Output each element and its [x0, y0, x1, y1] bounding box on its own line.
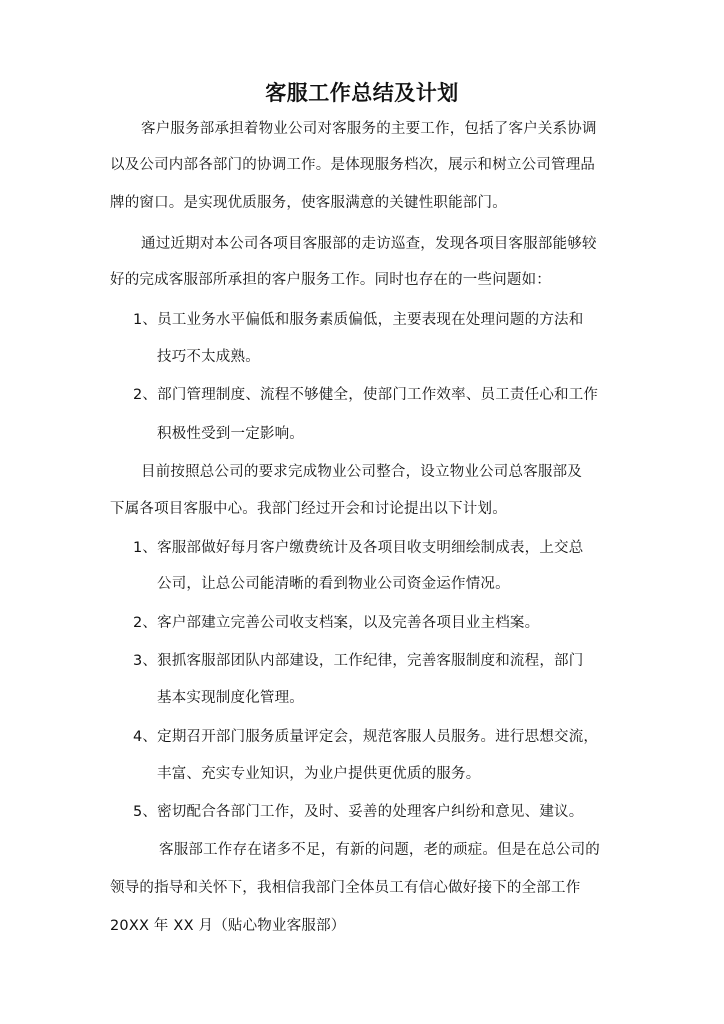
plan-item-4-continuation: 丰富、充实专业知识，为业户提供更优质的服务。 [157, 766, 481, 782]
document-title: 客服工作总结及计划 [265, 81, 459, 105]
plan-item-1-continuation: 公司，让总公司能清晰的看到物业公司资金运作情况。 [157, 576, 510, 592]
paragraph-intro-line-2: 以及公司内部各部门的协调工作。是体现服务档次，展示和树立公司管理品 [110, 157, 596, 173]
document-signature-date: 20XX 年 XX 月（贴心物业客服部） [110, 918, 346, 934]
paragraph-inspection-line-2: 好的完成客服部所承担的客户服务工作。同时也存在的一些问题如： [110, 272, 551, 288]
plan-item-5: 5、密切配合各部门工作，及时、妥善的处理客户纠纷和意见、建议。 [133, 804, 584, 820]
plan-item-1: 1、客服部做好每月客户缴费统计及各项目收支明细绘制成表，上交总 [133, 540, 584, 556]
paragraph-inspection-line-1: 通过近期对本公司各项目客服部的走访巡查，发现各项目客服部能够较 [141, 236, 597, 252]
plan-item-2: 2、客户部建立完善公司收支档案，以及完善各项目业主档案。 [133, 615, 540, 631]
problem-item-1-continuation: 技巧不太成熟。 [157, 349, 260, 365]
problem-item-2: 2、部门管理制度、流程不够健全，使部门工作效率、员工责任心和工作 [133, 387, 599, 403]
plan-item-3-continuation: 基本实现制度化管理。 [157, 690, 304, 706]
problem-item-1: 1、员工业务水平偏低和服务素质偏低，主要表现在处理问题的方法和 [133, 312, 584, 328]
plan-item-4: 4、定期召开部门服务质量评定会，规范客服人员服务。进行思想交流， [133, 729, 599, 745]
paragraph-closing-line-2: 领导的指导和关怀下，我相信我部门全体员工有信心做好接下的全部工作 [110, 880, 581, 896]
paragraph-plan-line-2: 下属各项目客服中心。我部门经过开会和讨论提出以下计划。 [110, 501, 507, 517]
paragraph-plan-line-1: 目前按照总公司的要求完成物业公司整合，设立物业公司总客服部及 [141, 464, 582, 480]
problem-item-2-continuation: 积极性受到一定影响。 [157, 426, 304, 442]
plan-item-3: 3、狠抓客服部团队内部建设，工作纪律，完善客服制度和流程，部门 [133, 653, 584, 669]
paragraph-closing-line-1: 客服部工作存在诸多不足，有新的问题，老的顽症。但是在总公司的 [159, 842, 600, 858]
paragraph-intro-line-3: 牌的窗口。是实现优质服务，使客服满意的关键性职能部门。 [110, 195, 507, 211]
paragraph-intro-line-1: 客户服务部承担着物业公司对客服务的主要工作，包括了客户关系协调 [141, 121, 597, 137]
